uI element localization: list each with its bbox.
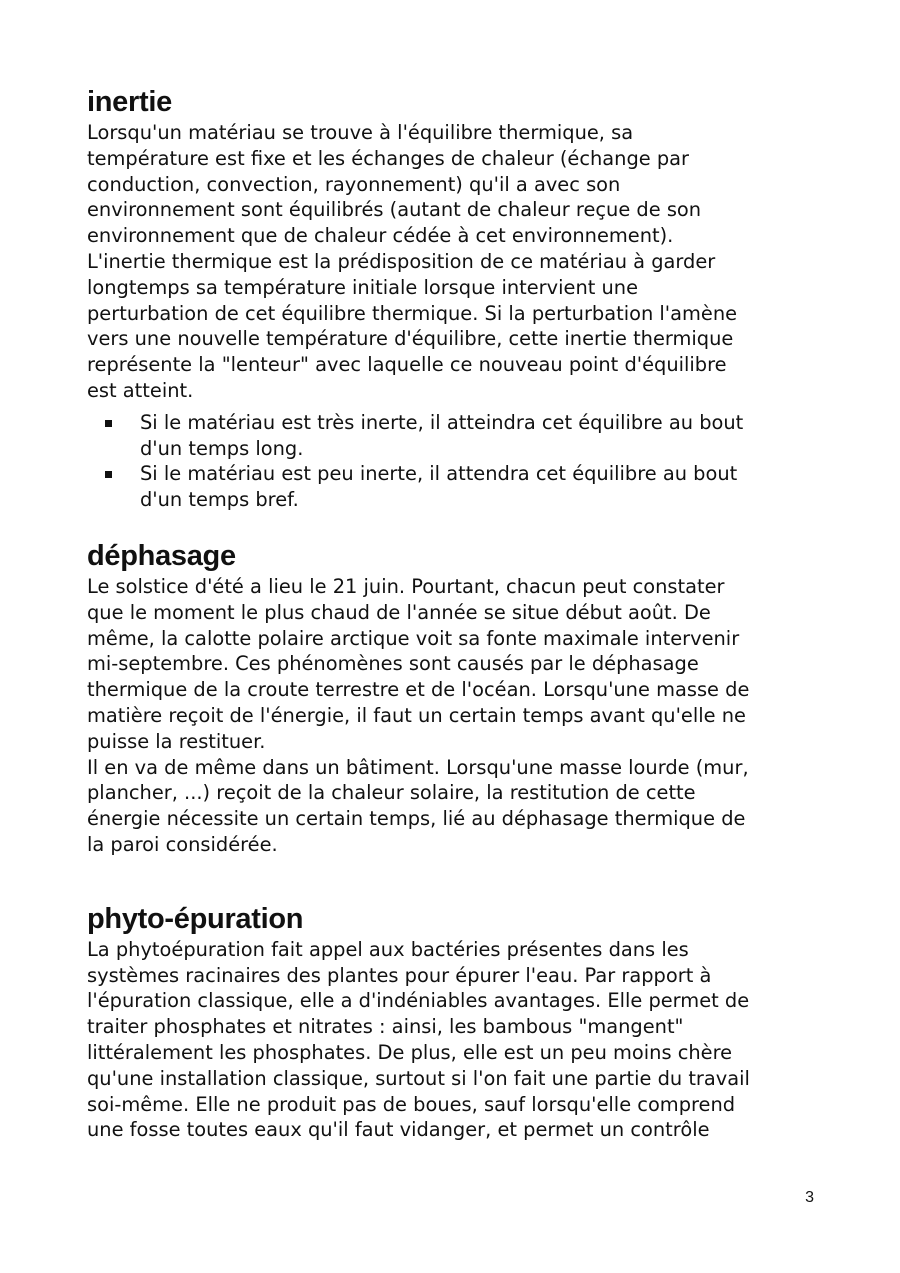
text-line: Si le matériau est peu inerte, il attendra cet équilibre au bout bbox=[140, 462, 738, 486]
text-line: plancher, ...) reçoit de la chaleur solaire, la restitution de cette bbox=[87, 781, 696, 805]
text-line: est atteint. bbox=[87, 378, 194, 402]
text-line: Lorsqu'un matériau se trouve à l'équilibre thermique, sa bbox=[87, 121, 634, 144]
text-line: conduction, convection, rayonnement) qu'il a avec son bbox=[87, 172, 621, 196]
text-line: systèmes racinaires des plantes pour épurer l'eau. Par rapport à bbox=[87, 963, 712, 987]
paragraph-inertie bbox=[87, 120, 827, 404]
text-line: mi-septembre. Ces phénomènes sont causés par le déphasage bbox=[87, 652, 699, 676]
text-line: température est fixe et les échanges de chaleur (échange par bbox=[87, 146, 690, 170]
text-line: vers une nouvelle température d'équilibre, cette inertie thermique bbox=[87, 327, 734, 351]
text-line: matière reçoit de l'énergie, il faut un certain temps avant qu'elle ne bbox=[87, 703, 746, 727]
section-dephasage bbox=[87, 538, 827, 858]
text-line: puisse la restituer. bbox=[87, 729, 266, 753]
list-item bbox=[87, 461, 827, 513]
text-line: d'un temps bref. bbox=[140, 488, 299, 512]
text-line: Si le matériau est très inerte, il atteindra cet équilibre au bout bbox=[140, 410, 744, 434]
text-line: représente la "lenteur" avec laquelle ce nouveau point d'équilibre bbox=[87, 353, 727, 377]
text-line: Le solstice d'été a lieu le 21 juin. Pourtant, chacun peut constater bbox=[87, 574, 725, 598]
bullet-list bbox=[87, 410, 827, 513]
square-bullet-icon bbox=[105, 471, 112, 478]
page-number: 3 bbox=[805, 1189, 814, 1206]
text-line: qu'une installation classique, surtout si l'on fait une partie du travail bbox=[87, 1066, 750, 1090]
text-line: L'inertie thermique est la prédisposition de ce matériau à garder bbox=[87, 249, 716, 273]
text-line: environnement sont équilibrés (autant de chaleur reçue de son bbox=[87, 198, 702, 222]
section-inertie bbox=[87, 84, 827, 513]
paragraph-dephasage bbox=[87, 574, 827, 858]
section-phyto-epuration bbox=[87, 901, 827, 1143]
text-line: la paroi considérée. bbox=[87, 832, 278, 856]
paragraph-phyto-epuration bbox=[87, 937, 827, 1143]
text-line: même, la calotte polaire arctique voit sa fonte maximale intervenir bbox=[87, 626, 740, 650]
text-line: que le moment le plus chaud de l'année se situe début août. De bbox=[87, 600, 711, 624]
section-title-inertie: inertie bbox=[87, 86, 172, 118]
section-title-phyto-epuration: phyto-épuration bbox=[87, 902, 304, 935]
text-line: littéralement les phosphates. De plus, elle est un peu moins chère bbox=[87, 1040, 733, 1064]
text-line: l'épuration classique, elle a d'indéniables avantages. Elle permet de bbox=[87, 989, 750, 1013]
text-line: longtemps sa température initiale lorsque intervient une bbox=[87, 275, 639, 299]
square-bullet-icon bbox=[105, 420, 112, 427]
text-line: La phytoépuration fait appel aux bactéries présentes dans les bbox=[87, 937, 689, 961]
text-line: une fosse toutes eaux qu'il faut vidanger, et permet un contrôle bbox=[87, 1118, 710, 1142]
text-line: thermique de la croute terrestre et de l'océan. Lorsqu'une masse de bbox=[87, 678, 750, 702]
text-line: Il en va de même dans un bâtiment. Lorsqu'une masse lourde (mur, bbox=[87, 755, 749, 779]
section-title-dephasage: déphasage bbox=[87, 539, 236, 572]
text-line: environnement que de chaleur cédée à cet environnement). bbox=[87, 224, 674, 248]
document-page bbox=[87, 84, 827, 1143]
text-line: perturbation de cet équilibre thermique. Si la perturbation l'amène bbox=[87, 301, 738, 325]
text-line: énergie nécessite un certain temps, lié au déphasage thermique de bbox=[87, 807, 746, 831]
text-line: soi-même. Elle ne produit pas de boues, sauf lorsqu'elle comprend bbox=[87, 1092, 736, 1116]
list-item bbox=[87, 410, 827, 462]
text-line: d'un temps long. bbox=[140, 436, 304, 460]
text-line: traiter phosphates et nitrates : ainsi, les bambous "mangent" bbox=[87, 1015, 684, 1039]
